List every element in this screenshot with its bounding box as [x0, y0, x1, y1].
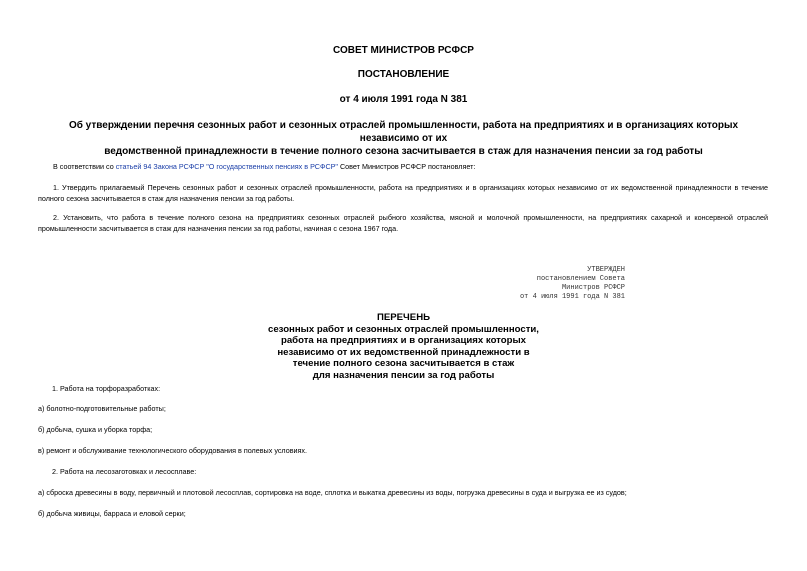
list-item: б) добыча, сушка и уборка торфа;: [38, 425, 153, 434]
list-subtitle-line: независимо от их ведомственной принадлежности в: [277, 346, 530, 358]
approval-line-3: Министров РСФСР: [561, 284, 625, 292]
list-heading: ПЕРЕЧЕНЬ: [376, 312, 431, 323]
list-item: в) ремонт и обслуживание технологического оборудования в полевых условиях.: [38, 446, 308, 455]
approval-stamp: [520, 266, 625, 302]
list-subtitle-line: для назначения пенсии за год работы: [312, 369, 495, 381]
list-subtitle-line: работа на предприятиях и в организациях которых: [280, 335, 527, 346]
approval-line-1: УТВЕРЖДЕН: [587, 266, 625, 274]
doc-title-line-2: ведомственной принадлежности в течение полного сезона засчитывается в стаж для назначения пенсии за год работы: [104, 146, 703, 157]
doc-type: ПОСТАНОВЛЕНИЕ: [357, 69, 450, 80]
list-subtitle-line: сезонных работ и сезонных отраслей промышленности,: [268, 323, 539, 335]
paragraph-1: 1. Утвердить прилагаемый Перечень сезонных работ и сезонных отраслей промышленности, работа на предприятиях и в организациях которых независимо от их ведомственной принадлежности в течение полного сезона засчитывается в стаж для назначения пенсии за год работы.: [38, 183, 768, 203]
list-item: б) добыча живицы, барраса и еловой серки;: [38, 509, 186, 518]
list-subtitle-line: течение полного сезона засчитывается в стаж: [292, 358, 515, 369]
paragraph-2: 2. Установить, что работа в течение полного сезона на предприятиях сезонных отраслей рыбного хозяйства, мясной и молочной промышленности, на предприятиях сахарной и консервной отраслей промышленности засчитывается в стаж для назначения пенсии за год работы, начиная с сезона 1967 года.: [38, 213, 768, 233]
approval-line-4: от 4 июля 1991 года N 381: [519, 293, 625, 301]
approval-line-2: постановлением Совета: [536, 275, 625, 283]
doc-title: [40, 119, 767, 158]
list-title: [0, 312, 807, 381]
org-name: СОВЕТ МИНИСТРОВ РСФСР: [333, 45, 474, 56]
doc-title-line-1: Об утверждении перечня сезонных работ и сезонных отраслей промышленности, работа на предприятиях и в организациях которых независимо от их: [68, 120, 739, 144]
preamble-before: В соответствии со: [53, 162, 116, 171]
doc-date-number: от 4 июля 1991 года N 381: [339, 94, 468, 105]
list-item: а) болотно-подготовительные работы;: [38, 404, 166, 413]
preamble: [38, 161, 768, 172]
list-item: 1. Работа на торфоразработках:: [52, 384, 161, 393]
list-item: а) сброска древесины в воду, первичный и плотовой лесосплав, сортировка на воде, сплотка и выкатка древесины из воды, погрузка древесины в суда и выгрузка ее из судов;: [38, 488, 627, 497]
preamble-after: Совет Министров РСФСР постановляет:: [337, 162, 476, 171]
list-item: 2. Работа на лесозаготовках и лесосплаве:: [52, 467, 197, 476]
law-link[interactable]: статьей 94 Закона РСФСР "О государственных пенсиях в РСФСР": [115, 162, 338, 171]
